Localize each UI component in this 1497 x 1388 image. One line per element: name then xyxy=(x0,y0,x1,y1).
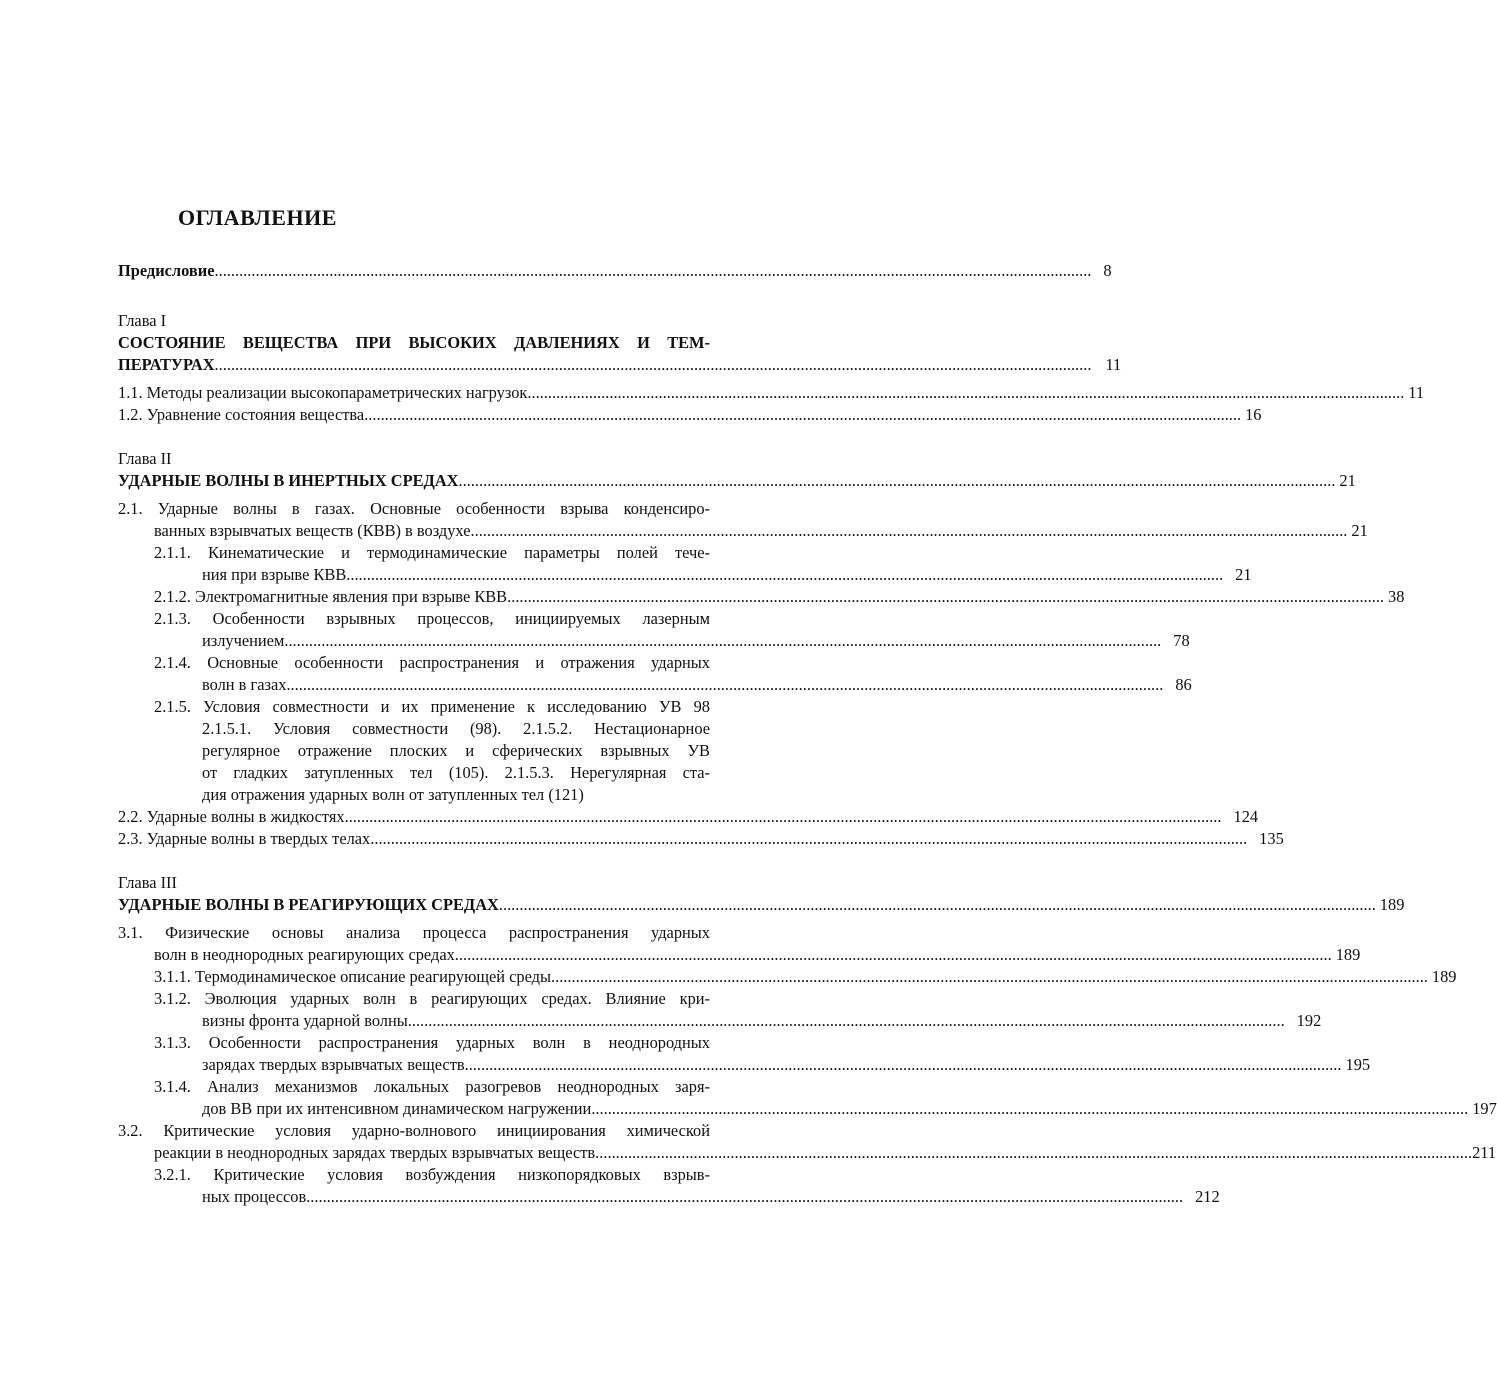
toc-page-number: 135 xyxy=(1259,829,1284,848)
toc-page-number: 86 xyxy=(1175,675,1192,694)
toc-page-number: 21 xyxy=(1339,471,1356,490)
toc-entry-cont[interactable]: дов ВВ при их интенсивном динамическом нагружении ..... 197 xyxy=(118,1098,710,1120)
toc-entry-cont: дия отражения ударных волн от затупленных тел (121) xyxy=(202,785,584,804)
toc-entry[interactable]: 2.1.2. Электромагнитные явления при взрыве КВВ ..... 38 xyxy=(118,586,710,608)
toc-entry[interactable]: 3.1.2. Эволюция ударных волн в реагирующих средах. Влияние кри- xyxy=(154,989,710,1008)
leader-dots xyxy=(286,674,1163,696)
toc-page-number: 211 xyxy=(1472,1143,1497,1162)
toc-page-number: 21 xyxy=(1351,521,1368,540)
page-title: ОГЛАВЛЕНИЕ xyxy=(178,205,337,230)
toc-entry[interactable]: 3.1. Физические основы анализа процесса распространения ударных xyxy=(118,923,710,942)
toc-entry[interactable]: 3.2.1. Критические условия возбуждения низкопорядковых взрыв- xyxy=(154,1165,710,1184)
toc-entry-cont: от гладких затупленных тел (105). 2.1.5.3. Нерегулярная ста- xyxy=(202,763,710,782)
toc-entry[interactable]: 3.1.4. Анализ механизмов локальных разогревов неоднородных заря- xyxy=(154,1077,710,1096)
toc-entry-cont[interactable]: ния при взрыве КВВ ..... 21 xyxy=(118,564,710,586)
toc-page-number: 38 xyxy=(1388,587,1405,606)
toc-entry[interactable]: 2.1.5. Условия совместности и их применение к исследованию УВ 98 xyxy=(154,697,710,716)
toc-page-number: 189 xyxy=(1335,945,1361,964)
leader-dots xyxy=(595,1142,1472,1164)
leader-dots xyxy=(471,520,1348,542)
toc-entry-cont[interactable]: излучением ..... 78 xyxy=(118,630,710,652)
toc-page-number: 78 xyxy=(1173,631,1190,650)
toc-page-number: 189 xyxy=(1379,895,1405,914)
leader-dots xyxy=(455,944,1332,966)
toc-entry-cont: регулярное отражение плоских и сферических взрывных УВ xyxy=(202,741,710,760)
toc-entry[interactable]: 2.1.1. Кинематические и термодинамические параметры полей тече- xyxy=(154,543,710,562)
toc-page-number: 212 xyxy=(1195,1187,1220,1206)
toc-entry-cont[interactable]: волн в неоднородных реагирующих средах ..... 189 xyxy=(118,944,710,966)
toc-entry-cont[interactable]: ванных взрывчатых веществ (КВВ) в воздухе ..... 21 xyxy=(118,520,710,542)
chapter-label: Глава II xyxy=(118,449,172,468)
chapter-title-end[interactable]: ПЕРАТУРАХ ..... 11 xyxy=(118,354,710,376)
toc-page-number: 11 xyxy=(1105,355,1122,374)
leader-dots xyxy=(459,470,1336,492)
toc-page-number: 11 xyxy=(1408,383,1425,402)
toc-entry-cont[interactable]: ных процессов ..... 212 xyxy=(118,1186,710,1208)
toc-page-number: 8 xyxy=(1103,261,1112,280)
toc-page-number: 16 xyxy=(1245,405,1262,424)
toc-entry-preface[interactable] xyxy=(118,260,1112,282)
toc-entry-cont[interactable]: реакции в неоднородных зарядах твердых взрывчатых веществ ..... 211 xyxy=(118,1142,710,1164)
toc-page-number: 195 xyxy=(1345,1055,1371,1074)
toc-page-number: 192 xyxy=(1296,1011,1322,1030)
toc-entry-cont[interactable]: визны фронта ударной волны ..... 192 xyxy=(118,1010,710,1032)
leader-dots xyxy=(527,382,1404,404)
leader-dots xyxy=(465,1054,1342,1076)
toc-entry[interactable]: 1.2. Уравнение состояния вещества ..... 16 xyxy=(118,404,710,426)
leader-dots xyxy=(306,1186,1183,1208)
leader-dots xyxy=(284,630,1161,652)
toc-entry[interactable]: 2.1.4. Основные особенности распространения и отражения ударных xyxy=(154,653,710,672)
toc-entry[interactable]: 2.2. Ударные волны в жидкостях ..... 124 xyxy=(118,806,710,828)
leader-dots xyxy=(507,586,1384,608)
toc-entry[interactable]: 3.1.3. Особенности распространения ударных волн в неоднородных xyxy=(154,1033,710,1052)
leader-dots xyxy=(551,966,1428,988)
leader-dots xyxy=(591,1098,1468,1120)
toc-entry[interactable]: 2.1.3. Особенности взрывных процессов, инициируемых лазерным xyxy=(154,609,710,628)
toc-entry-cont[interactable]: зарядах твердых взрывчатых веществ ..... 195 xyxy=(118,1054,710,1076)
toc-page-number: 197 xyxy=(1472,1099,1497,1118)
table-of-contents xyxy=(118,260,1497,1208)
toc-page-number: 189 xyxy=(1431,967,1457,986)
toc-entry-text: Предисловие xyxy=(118,261,215,280)
toc-entry[interactable]: 2.1. Ударные волны в газах. Основные особенности взрыва конденсиро- xyxy=(118,499,710,518)
chapter-title[interactable]: УДАРНЫЕ ВОЛНЫ В РЕАГИРУЮЩИХ СРЕДАХ ..... 189 xyxy=(118,894,710,916)
leader-dots xyxy=(364,404,1241,426)
toc-entry[interactable]: 3.1.1. Термодинамическое описание реагирующей среды ..... 189 xyxy=(118,966,710,988)
toc-entry-cont[interactable]: волн в газах ..... 86 xyxy=(118,674,710,696)
toc-entry[interactable]: 1.1. Методы реализации высокопараметрических нагрузок ..... 11 xyxy=(118,382,710,404)
leader-dots xyxy=(346,564,1223,586)
toc-page-number: 124 xyxy=(1233,807,1259,826)
leader-dots xyxy=(215,354,1092,376)
toc-entry[interactable]: 2.3. Ударные волны в твердых телах ..... 135 xyxy=(118,828,710,850)
leader-dots xyxy=(408,1010,1285,1032)
chapter-label: Глава III xyxy=(118,873,177,892)
leader-dots xyxy=(215,260,1092,282)
toc-page-number: 21 xyxy=(1235,565,1252,584)
leader-dots xyxy=(499,894,1376,916)
toc-entry[interactable]: 3.2. Критические условия ударно-волнового инициирования химической xyxy=(118,1121,710,1140)
leader-dots xyxy=(345,806,1222,828)
chapter-title[interactable]: СОСТОЯНИЕ ВЕЩЕСТВА ПРИ ВЫСОКИХ ДАВЛЕНИЯХ И ТЕМ- xyxy=(118,333,710,352)
chapter-title[interactable]: УДАРНЫЕ ВОЛНЫ В ИНЕРТНЫХ СРЕДАХ ..... 21 xyxy=(118,470,710,492)
leader-dots xyxy=(370,828,1247,850)
toc-entry-cont: 2.1.5.1. Условия совместности (98). 2.1.5.2. Нестационарное xyxy=(202,719,710,738)
chapter-label: Глава I xyxy=(118,311,167,330)
